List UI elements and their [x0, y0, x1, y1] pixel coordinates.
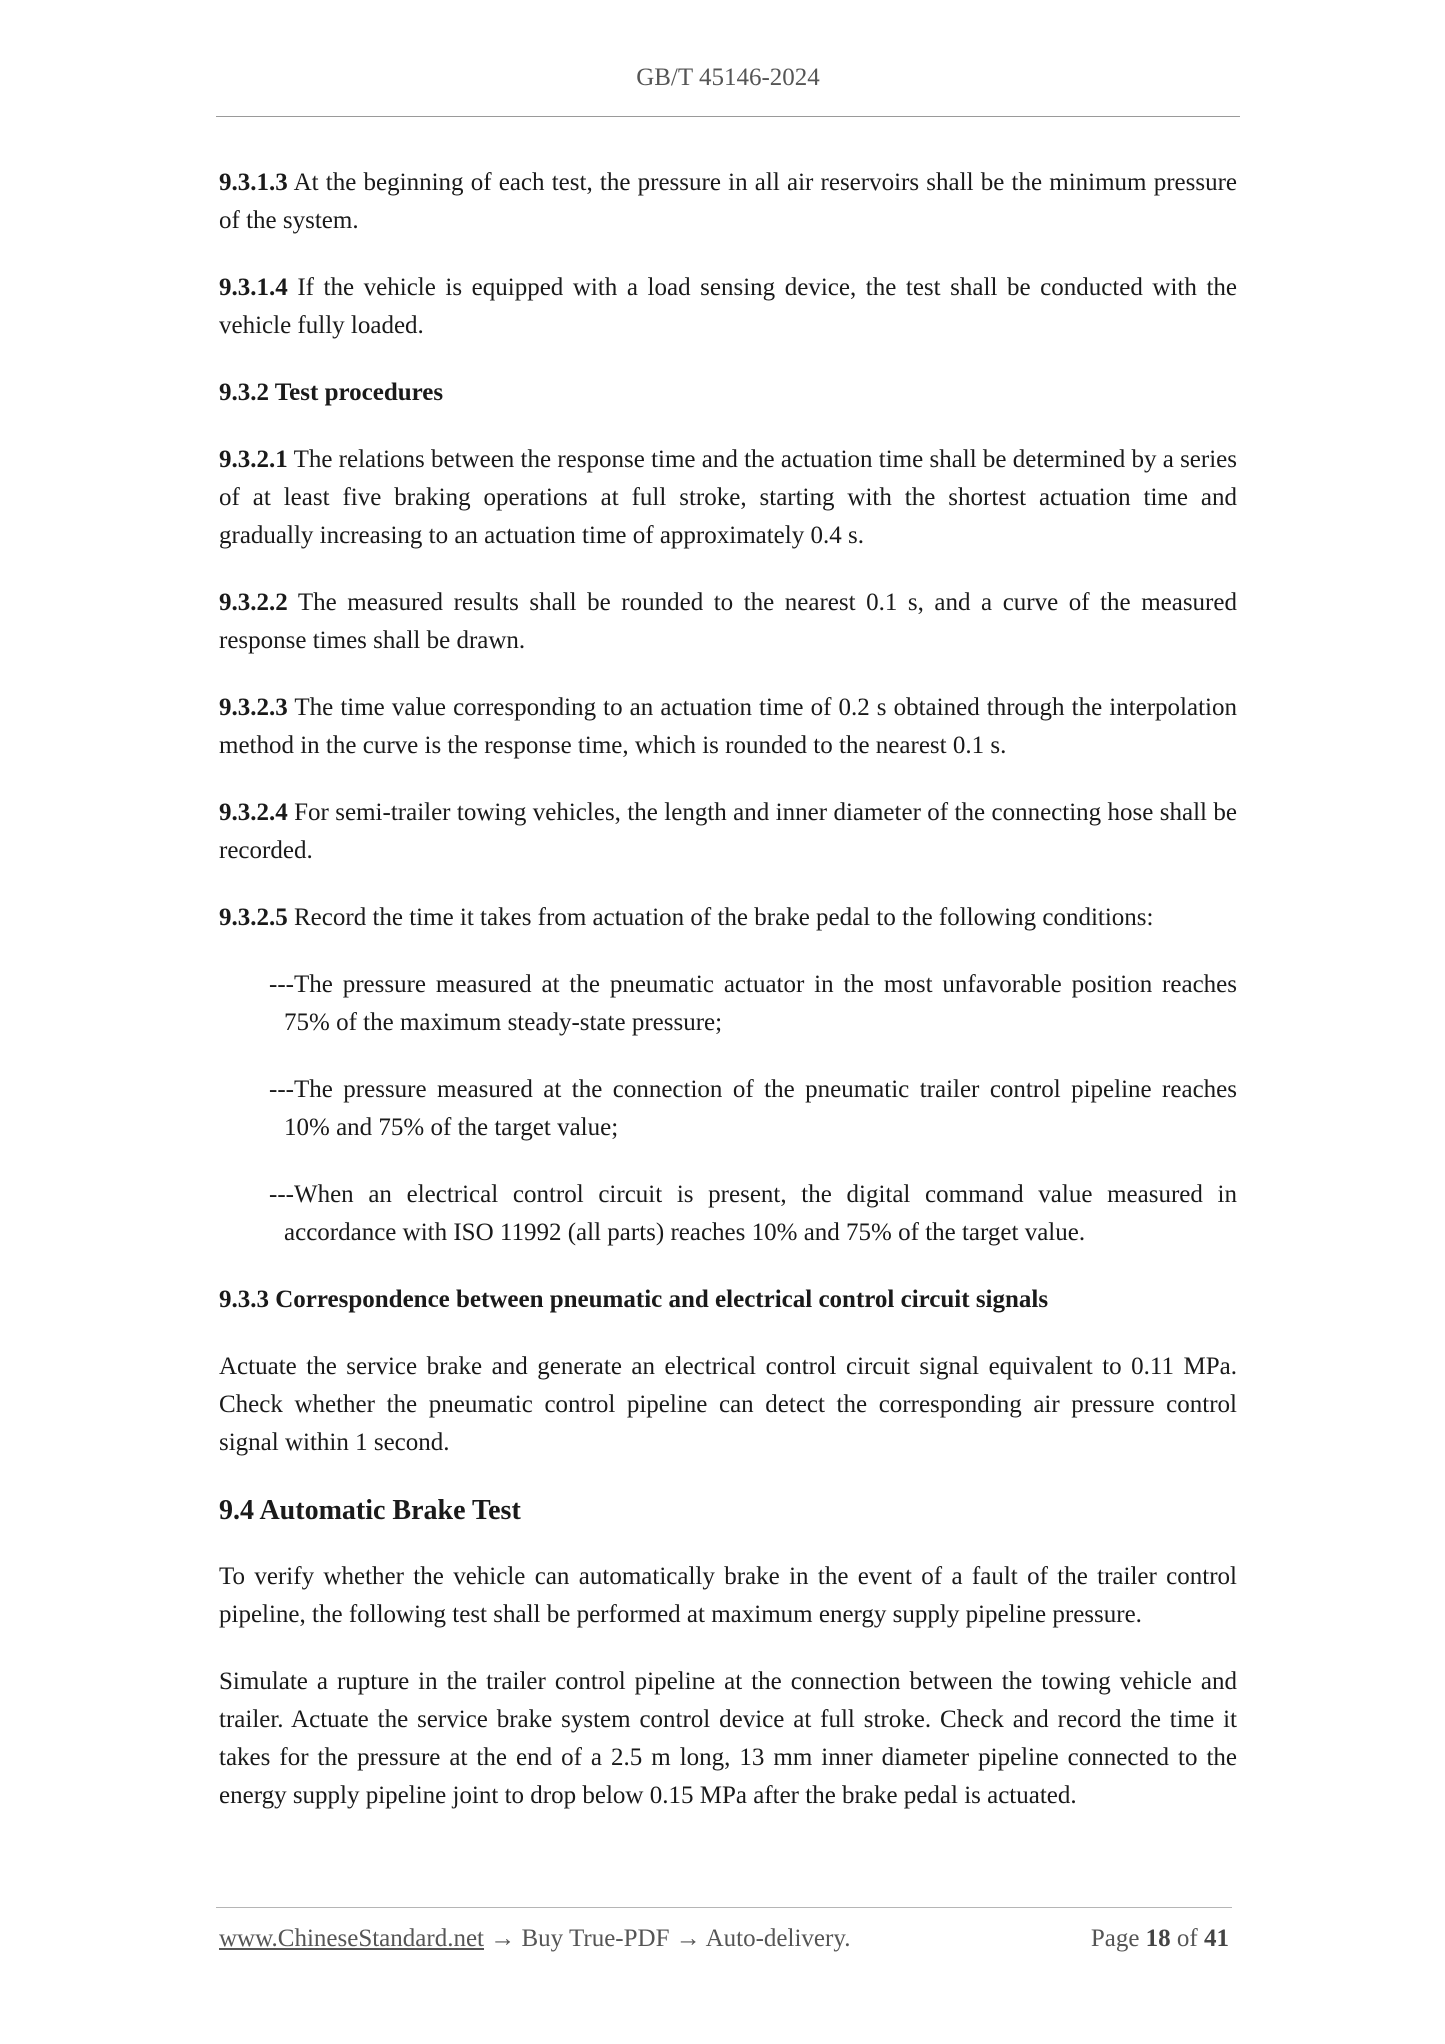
buy-pdf-text: Buy True-PDF	[521, 1925, 670, 1952]
clause-number: 9.3.2.3	[219, 694, 288, 721]
clause-number: 9.3.2.5	[219, 904, 288, 931]
clause-9-3-2-3	[219, 689, 1237, 765]
clause-text: The measured results shall be rounded to the nearest 0.1 s, and a curve of the measured response times shall be drawn.	[219, 589, 1237, 654]
clause-9-3-2-4	[219, 794, 1237, 870]
clause-number: 9.3.2.1	[219, 446, 288, 473]
clause-text: At the beginning of each test, the pressure in all air reservoirs shall be the minimum pressure of the system.	[219, 169, 1237, 234]
page-label: Page	[1090, 1925, 1140, 1952]
auto-delivery-text: Auto-delivery.	[705, 1925, 851, 1952]
document-body	[219, 164, 1237, 1844]
website-link[interactable]: www.ChineseStandard.net	[219, 1925, 484, 1952]
clause-text: The time value corresponding to an actuation time of 0.2 s obtained through the interpolation method in the curve is the response time, which is rounded to the nearest 0.1 s.	[219, 694, 1237, 759]
current-page-number: 18	[1145, 1925, 1171, 1952]
clause-9-3-2-1	[219, 441, 1237, 555]
clause-number: 9.3.2.2	[219, 589, 288, 616]
clause-number: 9.3.1.4	[219, 274, 288, 301]
arrow-right-icon: →	[675, 1925, 701, 1952]
list-item: ---The pressure measured at the pneumatic actuator in the most unfavorable position reaches 75% of the maximum steady-state pressure;	[269, 971, 1237, 1036]
heading-9-3-3: 9.3.3 Correspondence between pneumatic and electrical control circuit signals	[219, 1286, 1049, 1313]
clause-number: 9.3.2.4	[219, 799, 288, 826]
clause-text: For semi-trailer towing vehicles, the length and inner diameter of the connecting hose shall be recorded.	[219, 799, 1238, 864]
clause-text: Record the time it takes from actuation of the brake pedal to the following conditions:	[294, 904, 1154, 931]
heading-9-3-2: 9.3.2 Test procedures	[219, 379, 444, 406]
paragraph-9-4-procedure: Simulate a rupture in the trailer control pipeline at the connection between the towing vehicle and trailer. Actuate the service brake system control device at full stroke. Check and record the time it takes for the pressure at the end of a 2.5 m long, 13 mm inner diameter pipeline connected to the energy supply pipeline joint to drop below 0.15 MPa after the brake pedal is actuated.	[219, 1668, 1237, 1809]
clause-9-3-1-4	[219, 269, 1237, 345]
paragraph-9-4-intro: To verify whether the vehicle can automatically brake in the event of a fault of the trailer control pipeline, the following test shall be performed at maximum energy supply pipeline pressure.	[219, 1563, 1237, 1628]
clause-text: The relations between the response time and the actuation time shall be determined by a series of at least five braking operations at full stroke, starting with the shortest actuation time and gradually increasing to an actuation time of approximately 0.4 s.	[219, 446, 1237, 549]
page-indicator	[1091, 1925, 1229, 1953]
footer-promo	[219, 1925, 850, 1953]
clause-9-3-2-2	[219, 584, 1237, 660]
clause-9-3-2-5	[219, 899, 1237, 937]
list-item: ---When an electrical control circuit is present, the digital command value measured in accordance with ISO 11992 (all parts) reaches 10% and 75% of the target value.	[269, 1181, 1237, 1246]
heading-9-4: 9.4 Automatic Brake Test	[219, 1495, 521, 1526]
paragraph-9-3-3: Actuate the service brake and generate an electrical control circuit signal equivalent to 0.11 MPa. Check whether the pneumatic control pipeline can detect the corresponding air pressure control signal within 1 second.	[219, 1353, 1237, 1456]
header-divider	[216, 116, 1240, 117]
footer-divider	[216, 1907, 1232, 1908]
page-of-label: of	[1176, 1925, 1198, 1952]
clause-text: If the vehicle is equipped with a load sensing device, the test shall be conducted with the vehicle fully loaded.	[219, 274, 1237, 339]
list-item: ---The pressure measured at the connection of the pneumatic trailer control pipeline reaches 10% and 75% of the target value;	[269, 1076, 1237, 1141]
clause-9-3-1-3	[219, 164, 1237, 240]
clause-number: 9.3.1.3	[219, 169, 288, 196]
document-header: GB/T 45146-2024	[636, 64, 820, 91]
total-pages-number: 41	[1204, 1925, 1229, 1952]
arrow-right-icon: →	[490, 1925, 516, 1952]
